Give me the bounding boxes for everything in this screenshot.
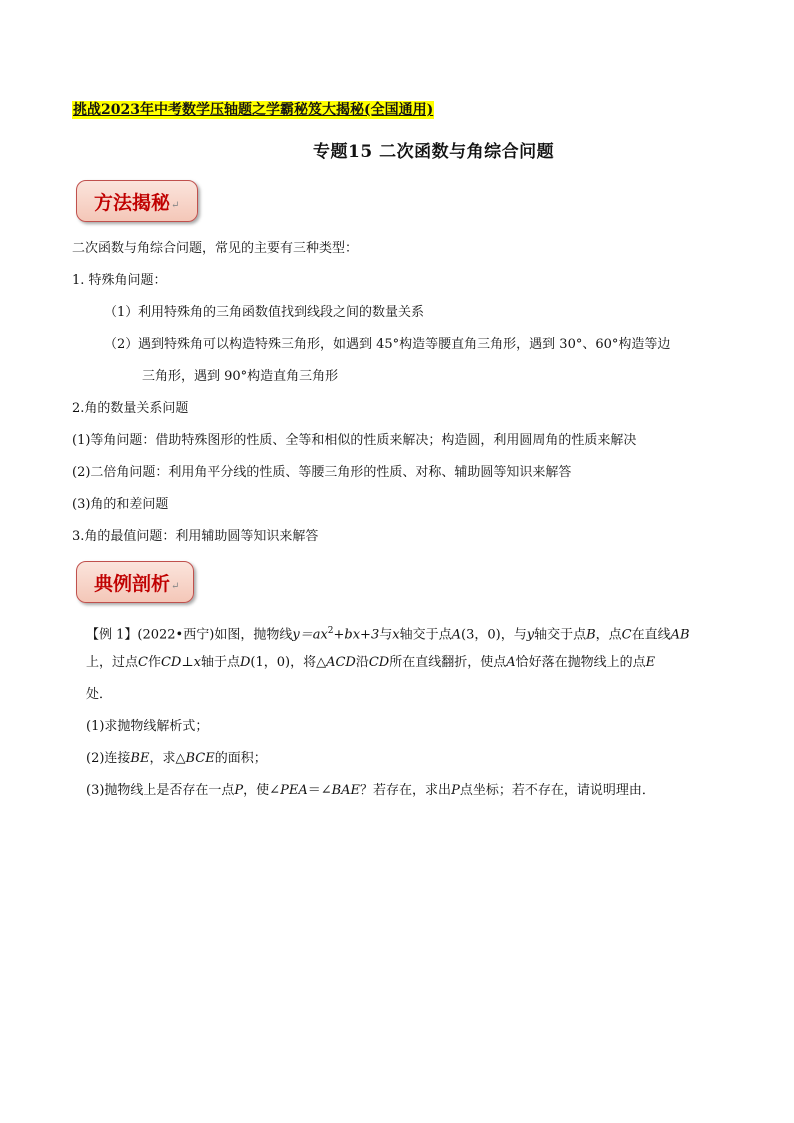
example-line-3: 处． bbox=[86, 687, 113, 702]
question-text: ，求△ bbox=[149, 751, 186, 766]
math-var: AB bbox=[670, 627, 690, 643]
math-var: ACD bbox=[326, 655, 356, 670]
example-text: ，将△ bbox=[290, 655, 327, 670]
math-var: D bbox=[239, 655, 251, 670]
question-text: (3)抛物线上是否存在一点 bbox=[86, 783, 235, 798]
math-coord: (1，0) bbox=[250, 655, 291, 670]
sub-item-2 bbox=[104, 336, 670, 354]
example-text: 轴于点 bbox=[200, 655, 240, 670]
example-section-text: 典例剖析 bbox=[94, 572, 171, 595]
example-text: 上，过点 bbox=[86, 655, 139, 670]
return-mark-icon: ↵ bbox=[171, 580, 180, 592]
example-source: (2022•西宁) bbox=[137, 627, 215, 643]
math-var: y bbox=[292, 627, 300, 643]
math-exponent: 2 bbox=[327, 626, 334, 636]
question-text: ＝∠ bbox=[307, 783, 332, 798]
math-expr: +bx+3 bbox=[333, 627, 380, 643]
example-text: 沿 bbox=[355, 655, 369, 670]
math-var: P bbox=[451, 783, 460, 798]
math-var: BE bbox=[130, 751, 150, 766]
math-var: BAE bbox=[331, 783, 361, 798]
example-section-label bbox=[76, 561, 194, 603]
math-var: CD bbox=[368, 655, 390, 670]
sub-item-1 bbox=[104, 304, 424, 322]
sub-item-1-number: （1） bbox=[104, 305, 139, 320]
example-text: ，点 bbox=[595, 627, 622, 643]
question-1: (1)求抛物线解析式； bbox=[86, 719, 209, 734]
example-line-2 bbox=[86, 654, 655, 672]
math-coord: (3，0) bbox=[461, 627, 501, 643]
sub-item-2-text: 遇到特殊角可以构造特殊三角形，如遇到 45°构造等腰直角三角形，遇到 30°、60°构造等边 bbox=[138, 337, 671, 352]
sub-item-2-continuation: 三角形，遇到 90°构造直角三角形 bbox=[142, 369, 339, 384]
math-var: E bbox=[645, 655, 656, 670]
example-text: 作 bbox=[147, 655, 161, 670]
question-text: 点坐标；若不存在，请说明理由． bbox=[459, 783, 655, 798]
math-var: y bbox=[526, 627, 535, 643]
math-var: C bbox=[138, 655, 148, 670]
return-mark-icon: ↵ bbox=[171, 199, 180, 211]
example-text: 所在直线翻折，使点 bbox=[389, 655, 507, 670]
perpendicular-symbol: ⊥ bbox=[181, 655, 194, 670]
math-var: CD bbox=[160, 655, 182, 670]
math-var: B bbox=[586, 627, 596, 643]
math-var: C bbox=[621, 627, 632, 643]
page-title: 专题15 二次函数与角综合问题 bbox=[313, 142, 555, 162]
math-expr: ＝ax bbox=[299, 627, 328, 643]
math-var: PEA bbox=[280, 783, 308, 798]
example-text: 与 bbox=[379, 627, 393, 643]
question-text: (2)连接 bbox=[86, 751, 131, 766]
example-text: 恰好落在抛物线上的点 bbox=[515, 655, 646, 670]
example-text: 如图，抛物线 bbox=[214, 627, 293, 643]
list-item-2: 2.角的数量关系问题 bbox=[72, 401, 189, 416]
math-var: x bbox=[193, 655, 201, 670]
list-item-2-2: (2)二倍角问题：利用角平分线的性质、等腰三角形的性质、对称、辅助圆等知识来解答 bbox=[72, 465, 572, 480]
example-label: 【例 1】 bbox=[86, 627, 138, 643]
question-3 bbox=[86, 782, 655, 800]
math-var: x bbox=[392, 627, 400, 643]
question-text: 的面积； bbox=[214, 751, 267, 766]
document-header: 挑战2023年中考数学压轴题之学霸秘笈大揭秘(全国通用) bbox=[73, 102, 434, 118]
sub-item-1-text: 利用特殊角的三角函数值找到线段之间的数量关系 bbox=[138, 305, 425, 320]
math-var: A bbox=[451, 627, 461, 643]
list-item-2-1: (1)等角问题：借助特殊图形的性质、全等和相似的性质来解决；构造圆，利用圆周角的性质来解决 bbox=[72, 433, 637, 448]
question-text: ，使∠ bbox=[243, 783, 281, 798]
math-var: A bbox=[506, 655, 516, 670]
math-var: BCE bbox=[185, 751, 215, 766]
method-section-text: 方法揭秘 bbox=[94, 191, 171, 214]
intro-paragraph: 二次函数与角综合问题，常见的主要有三种类型： bbox=[72, 241, 359, 256]
question-2 bbox=[86, 750, 267, 768]
example-text: 轴交于点 bbox=[399, 627, 452, 643]
example-line-1 bbox=[86, 622, 690, 644]
example-text: 轴交于点 bbox=[534, 627, 587, 643]
sub-item-2-number: （2） bbox=[104, 337, 139, 352]
list-item-3: 3.角的最值问题：利用辅助圆等知识来解答 bbox=[72, 529, 319, 544]
method-section-label bbox=[76, 180, 198, 222]
list-item-1: 1. 特殊角问题： bbox=[72, 273, 167, 288]
example-text: 在直线 bbox=[631, 627, 671, 643]
question-text: ？若存在，求出 bbox=[360, 783, 452, 798]
example-text: ，与 bbox=[500, 627, 527, 643]
math-var: P bbox=[234, 783, 244, 798]
list-item-2-3: (3)角的和差问题 bbox=[72, 497, 169, 512]
